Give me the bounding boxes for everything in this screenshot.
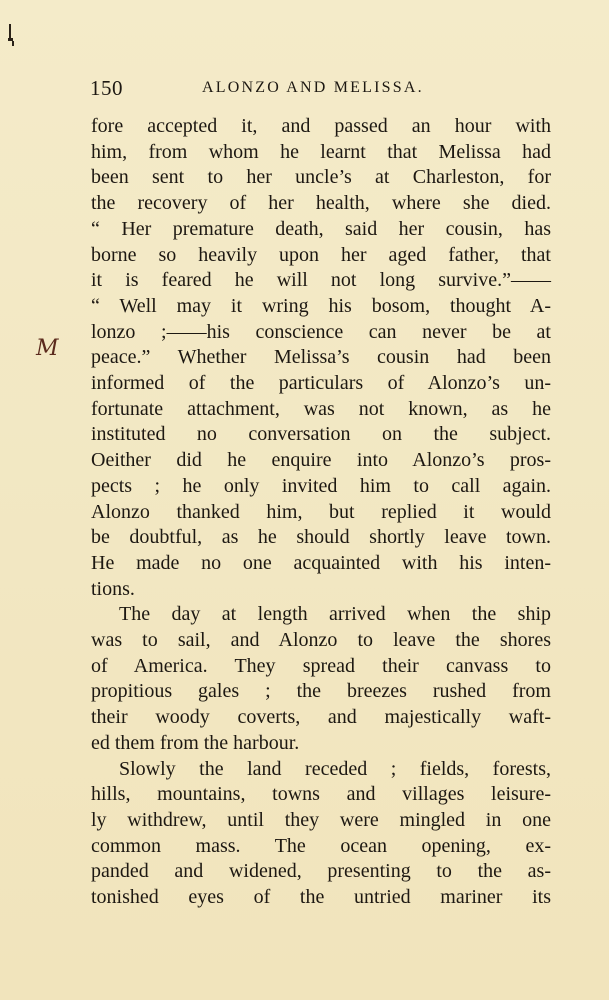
text-line: lonzo ;——his conscience can never be at [91, 320, 551, 343]
text-line: him, from whom he learnt that Melissa had [91, 140, 551, 163]
text-line: tions. [91, 577, 135, 600]
text-line: been sent to her uncle’s at Charleston, for [91, 166, 551, 189]
page-header [90, 76, 550, 104]
text-line: “ Well may it wring his bosom, thought A- [91, 294, 551, 317]
text-line: ed them from the harbour. [91, 731, 300, 754]
text-line: borne so heavily upon her aged father, that [91, 243, 551, 266]
running-title: ALONZO AND MELISSA. [202, 79, 424, 96]
text-line: was to sail, and Alonzo to leave the shores [91, 629, 551, 652]
text-line: propitious gales ; the breezes rushed from [91, 680, 551, 703]
text-line: fore accepted it, and passed an hour with [91, 115, 551, 137]
text-line: tonished eyes of the untried mariner its [91, 886, 551, 909]
text-line: be doubtful, as he should shortly leave town. [91, 526, 551, 549]
text-line: of America. They spread their canvass to [91, 654, 551, 677]
text-line: ly withdrew, until they were mingled in one [91, 808, 551, 831]
text-line: He made no one acquainted with his inten- [91, 551, 551, 574]
text-line: “ Her premature death, said her cousin, has [91, 217, 551, 240]
page-number: 150 [90, 76, 123, 100]
text-line: panded and widened, presenting to the as- [91, 860, 551, 883]
handwritten-margin-note: M [36, 336, 59, 361]
text-line: Alonzo thanked him, but replied it would [91, 500, 551, 523]
text-line: fortunate attachment, was not known, as he [91, 397, 551, 420]
text-line: Slowly the land receded ; fields, forests, [119, 757, 551, 780]
text-line: the recovery of her health, where she died. [91, 192, 551, 215]
text-line: informed of the particulars of Alonzo’s un- [91, 372, 551, 395]
body-text [91, 114, 551, 911]
text-line: The day at length arrived when the ship [119, 603, 551, 626]
page-edge-mark [6, 24, 14, 48]
text-line: Oeither did he enquire into Alonzo’s pros- [91, 449, 551, 472]
text-line: common mass. The ocean opening, ex- [91, 834, 551, 857]
text-line: it is feared he will not long survive.”—— [91, 269, 551, 292]
text-line: hills, mountains, towns and villages leisure- [91, 783, 551, 806]
text-line: their woody coverts, and majestically waft- [91, 706, 551, 729]
text-line: instituted no conversation on the subject. [91, 423, 551, 446]
text-line: pects ; he only invited him to call again. [91, 474, 551, 497]
text-line: peace.” Whether Melissa’s cousin had been [91, 346, 551, 369]
